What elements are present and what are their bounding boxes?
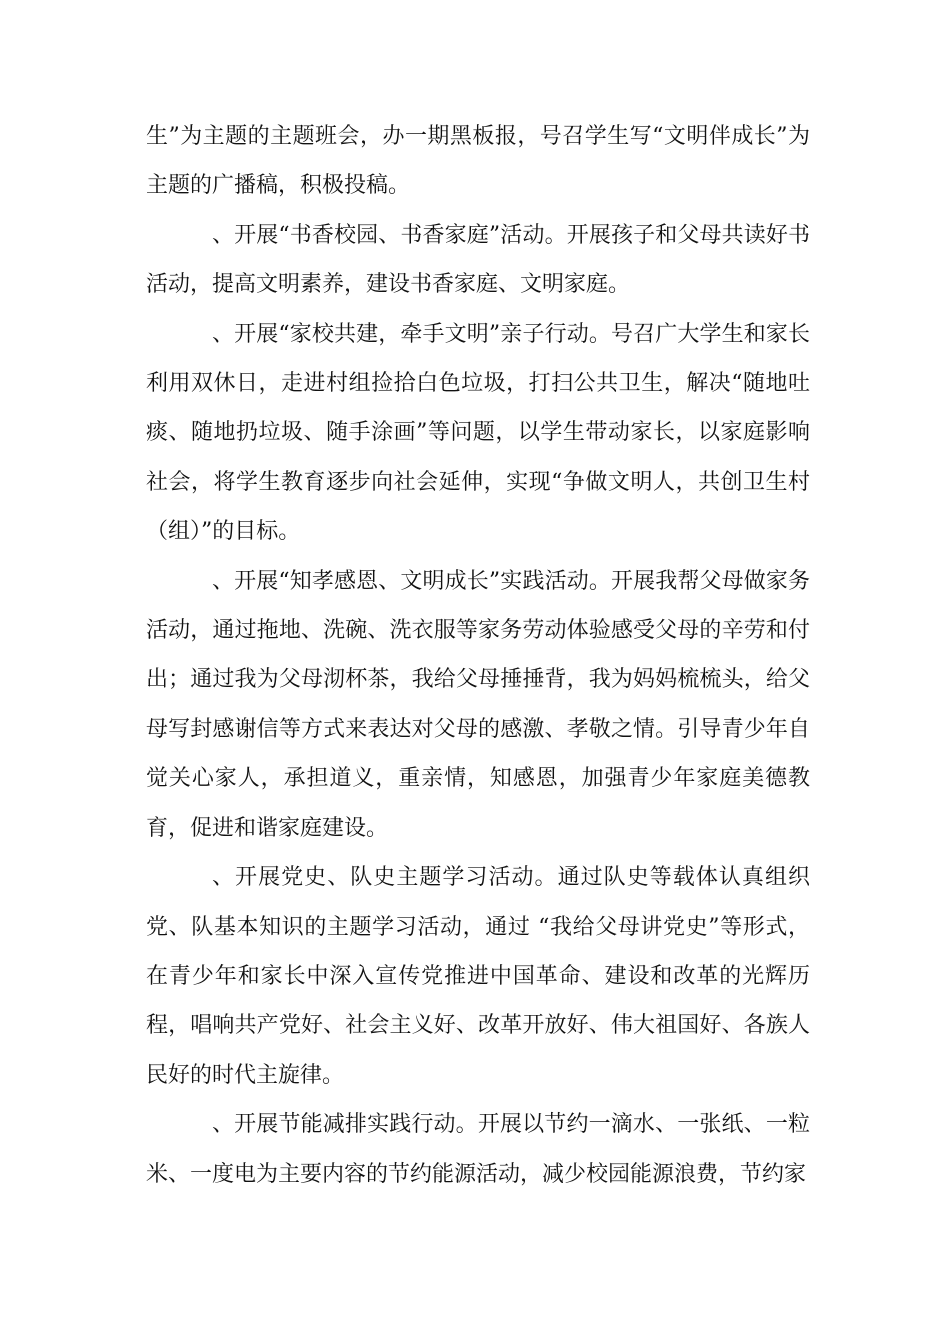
paragraph-2: 、开展“书香校园、书香家庭”活动。开展孩子和父母共读好书活动，提高文明素养，建设书香家庭、文明家庭。	[146, 222, 810, 298]
paragraph-6: 、开展节能减排实践行动。开展以节约一滴水、一张纸、一粒米、一度电为主要内容的节约能源活动，减少校园能源浪费，节约家	[146, 1112, 810, 1187]
paragraph-5: 、开展党史、队史主题学习活动。通过队史等载体认真组织党、队基本知识的主题学习活动，通过 “我给父母讲党史”等形式，在青少年和家长中深入宣传党推进中国革命、建设和改革的光辉历程，唱响共产党好、社会主义好、改革开放好、伟大祖国好、各族人民好的时代主旋律。	[146, 865, 810, 1088]
document-body	[146, 112, 810, 1199]
paragraph-4: 、开展“知孝感恩、文明成长”实践活动。开展我帮父母做家务活动，通过拖地、洗碗、洗衣服等家务劳动体验感受父母的辛劳和付出；通过我为父母沏杯茶，我给父母捶捶背，我为妈妈梳梳头，给父母写封感谢信等方式来表达对父母的感激、孝敬之情。引导青少年自觉关心家人，承担道义，重亲情，知感恩，加强青少年家庭美德教育，促进和谐家庭建设。	[146, 568, 810, 841]
paragraph-3: 、开展“家校共建，牵手文明”亲子行动。号召广大学生和家长利用双休日，走进村组捡拾白色垃圾，打扫公共卫生，解决“随地吐痰、随地扔垃圾、随手涂画”等问题，以学生带动家长，以家庭影响社会，将学生教育逐步向社会延伸，实现“争做文明人，共创卫生村（组）”的目标。	[146, 321, 810, 545]
paragraph-1: 生”为主题的主题班会，办一期黑板报，号召学生写“文明伴成长”为主题的广播稿，积极投稿。	[146, 124, 810, 199]
